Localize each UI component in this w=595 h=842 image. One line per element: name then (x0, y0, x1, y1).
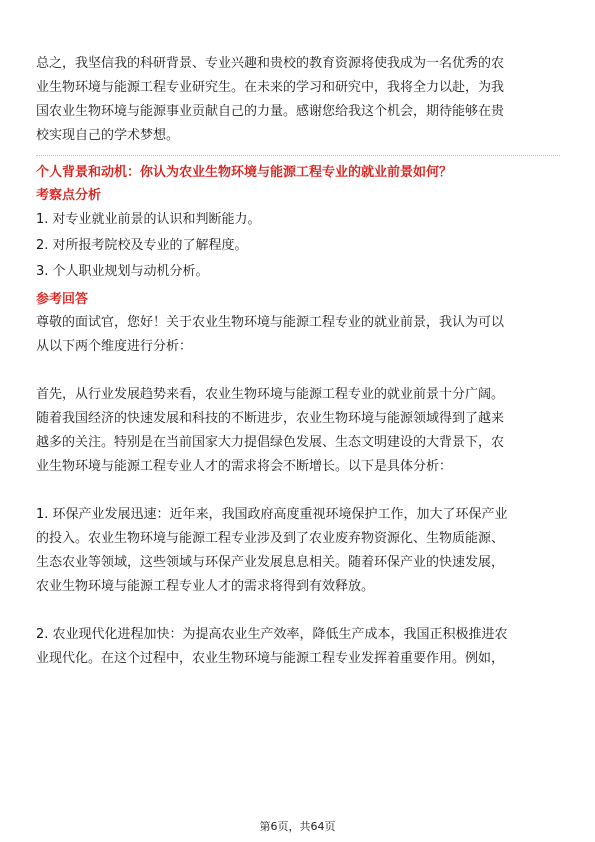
text-line: 首先，从行业发展趋势来看，农业生物环境与能源工程专业的就业前景十分广阔。 (36, 387, 505, 402)
answer-title: 参考回答 (36, 292, 89, 307)
answer-paragraph (36, 311, 560, 359)
answer-paragraph (36, 623, 560, 671)
page-footer: 第6页，共64页 (259, 820, 336, 833)
answer-paragraph (36, 503, 560, 599)
text-line: 业生物环境与能源工程专业研究生。在未来的学习和研究中，我将全力以赴，为我 (36, 80, 505, 95)
text-line: 校实现自己的学术梦想。 (36, 128, 180, 143)
question-heading: 个人背景和动机：你认为农业生物环境与能源工程专业的就业前景如何？ (36, 165, 453, 180)
text-line: 从以下两个维度进行分析： (36, 339, 193, 354)
section-divider (36, 155, 560, 156)
text-line: 2. 农业现代化进程加快：为提高农业生产效率，降低生产成本，我国正积极推进农 (36, 627, 508, 642)
text-line: 越多的关注。特别是在当前国家大力提倡绿色发展、生态文明建设的大背景下，农 (36, 435, 505, 450)
text-line: 国农业生物环境与能源事业贡献自己的力量。感谢您给我这个机会，期待能够在贵 (36, 104, 505, 119)
text-line: 农业生物环境与能源工程专业人才的需求将得到有效释放。 (36, 579, 375, 594)
analysis-item: 3. 个人职业规划与动机分析。 (36, 264, 209, 279)
text-line: 的投入。农业生物环境与能源工程专业涉及到了农业废弃物资源化、生物质能源、 (36, 531, 505, 546)
text-line: 随着我国经济的快速发展和科技的不断进步，农业生物环境与能源领域得到了越来 (36, 411, 505, 426)
intro-paragraph (36, 52, 560, 148)
text-line: 尊敬的面试官，您好！关于农业生物环境与能源工程专业的就业前景，我认为可以 (36, 315, 505, 330)
text-line: 1. 环保产业发展迅速：近年来，我国政府高度重视环境保护工作，加大了环保产业 (36, 507, 508, 522)
text-line: 业生物环境与能源工程专业人才的需求将会不断增长。以下是具体分析： (36, 459, 453, 474)
answer-paragraph (36, 383, 560, 479)
analysis-title: 考察点分析 (36, 188, 102, 203)
text-line: 总之，我坚信我的科研背景、专业兴趣和贵校的教育资源将使我成为一名优秀的农 (36, 56, 505, 71)
analysis-item: 2. 对所报考院校及专业的了解程度。 (36, 238, 248, 253)
text-line: 生态农业等领域，这些领域与环保产业发展息息相关。随着环保产业的快速发展， (36, 555, 505, 570)
text-line: 业现代化。在这个过程中，农业生物环境与能源工程专业发挥着重要作用。例如， (36, 651, 505, 666)
analysis-item: 1. 对专业就业前景的认识和判断能力。 (36, 212, 261, 227)
document-page (36, 52, 560, 671)
